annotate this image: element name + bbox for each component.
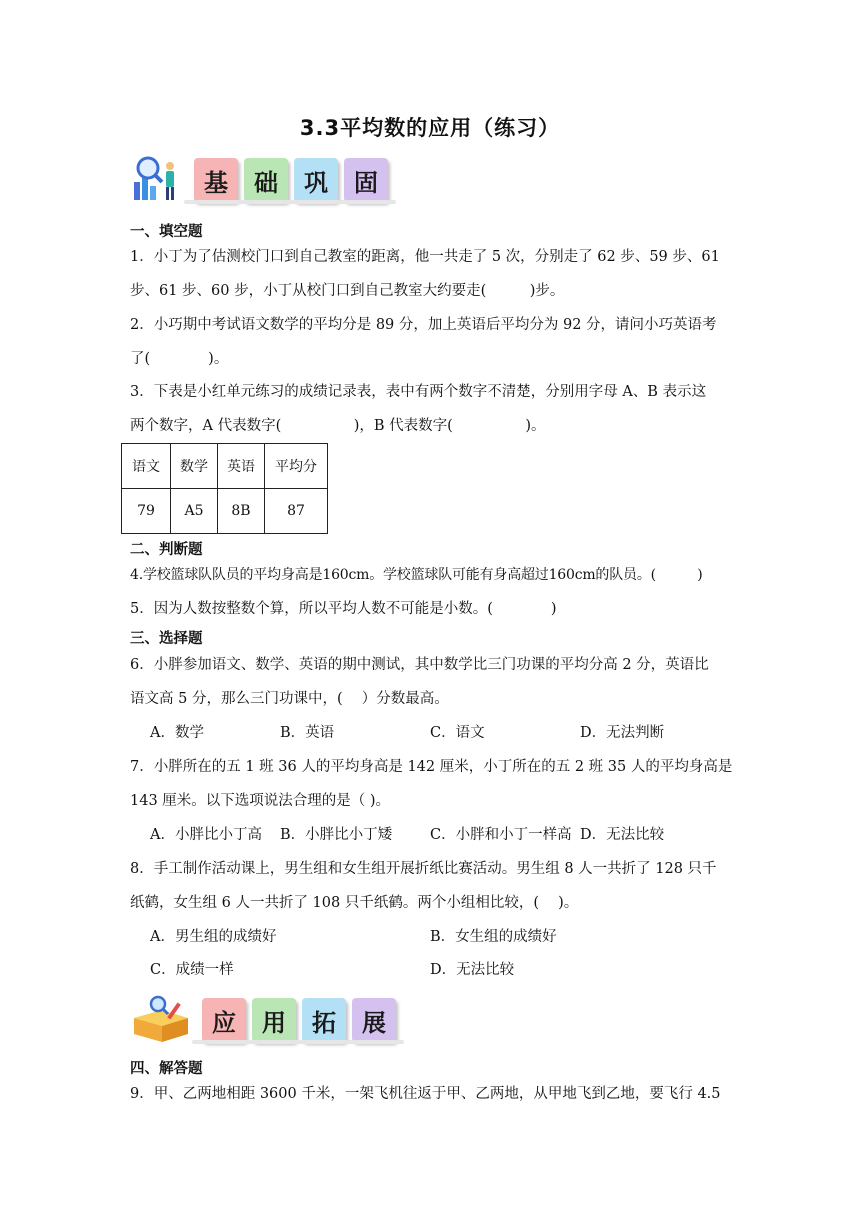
table-row: [122, 489, 328, 534]
section-heading-fill-blank: 一、填空题: [130, 224, 203, 240]
banner-underline: [184, 200, 396, 204]
q8-option-a[interactable]: A．男生组的成绩好: [150, 929, 277, 945]
q6-option-a[interactable]: A．数学: [150, 725, 204, 741]
q5-line: 5．因为人数按整数个算，所以平均人数不可能是小数。( ): [130, 601, 557, 617]
section-banner-basic: [128, 152, 398, 206]
banner-tile-2: 用: [252, 998, 296, 1042]
q6-option-b[interactable]: B．英语: [280, 725, 335, 741]
section-heading-solve: 四、解答题: [130, 1061, 203, 1077]
table-header-cell: 语文: [122, 444, 171, 489]
banner-tile-1: 基: [194, 158, 238, 202]
banner-tile-1: 应: [202, 998, 246, 1042]
banner-tile-2: 础: [244, 158, 288, 202]
q8-line2: 纸鹤，女生组 6 人一共折了 108 只千纸鹤。两个小组相比较，( )。: [130, 895, 579, 911]
table-cell: 8B: [218, 489, 265, 534]
table-header-cell: 英语: [218, 444, 265, 489]
q2-line2: 了( )。: [130, 351, 229, 367]
banner-tile-4: 展: [352, 998, 396, 1042]
q8-option-d[interactable]: D．无法比较: [430, 962, 515, 978]
q6-line2: 语文高 5 分，那么三门功课中，( ）分数最高。: [130, 691, 449, 707]
table-cell: 87: [265, 489, 328, 534]
page-title: 3.3平均数的应用（练习）: [299, 116, 561, 140]
table-cell: 79: [122, 489, 171, 534]
q1-line2: 步、61 步、60 步，小丁从校门口到自己教室大约要走( )步。: [130, 283, 565, 299]
q4-line: 4.学校篮球队队员的平均身高是160cm。学校篮球队可能有身高超过160cm的队员。( ): [130, 567, 703, 583]
q7-option-b[interactable]: B．小胖比小丁矮: [280, 827, 393, 843]
q7-option-d[interactable]: D．无法比较: [580, 827, 665, 843]
q3-line2: 两个数字，A 代表数字( )，B 代表数字( )。: [130, 418, 546, 434]
q9-line1: 9．甲、乙两地相距 3600 千米，一架飞机往返于甲、乙两地，从甲地飞到乙地，要飞行 4.5: [130, 1086, 721, 1102]
banner-underline: [192, 1040, 404, 1044]
q8-option-b[interactable]: B．女生组的成绩好: [430, 929, 557, 945]
banner-tile-3: 拓: [302, 998, 346, 1042]
q6-option-c[interactable]: C．语文: [430, 725, 485, 741]
table-header-cell: 数学: [171, 444, 218, 489]
q8-line1: 8．手工制作活动课上，男生组和女生组开展折纸比赛活动。男生组 8 人一共折了 128 只千: [130, 861, 717, 877]
section-heading-true-false: 二、判断题: [130, 542, 203, 558]
table-cell: A5: [171, 489, 218, 534]
table-header-cell: 平均分: [265, 444, 328, 489]
section-heading-choice: 三、选择题: [130, 631, 203, 647]
q6-line1: 6．小胖参加语文、数学、英语的期中测试，其中数学比三门功课的平均分高 2 分，英语比: [130, 657, 709, 673]
magnifier-chart-icon: [128, 152, 186, 206]
q6-option-d[interactable]: D．无法判断: [580, 725, 665, 741]
q2-line1: 2．小巧期中考试语文数学的平均分是 89 分，加上英语后平均分为 92 分，请问小巧英语考: [130, 317, 717, 333]
q7-option-a[interactable]: A．小胖比小丁高: [150, 827, 262, 843]
q7-option-c[interactable]: C．小胖和小丁一样高: [430, 827, 572, 843]
table-row: [122, 444, 328, 489]
q3-line1: 3．下表是小红单元练习的成绩记录表，表中有两个数字不清楚，分别用字母 A、B 表示这: [130, 384, 707, 400]
q7-line2: 143 厘米。以下选项说法合理的是（ )。: [130, 793, 391, 809]
score-table: [121, 443, 328, 534]
q8-option-c[interactable]: C．成绩一样: [150, 962, 234, 978]
banner-tile-3: 巩: [294, 158, 338, 202]
banner-tile-4: 固: [344, 158, 388, 202]
q7-line1: 7．小胖所在的五 1 班 36 人的平均身高是 142 厘米，小丁所在的五 2 班 35 人的平均身高是: [130, 759, 733, 775]
section-banner-extension: [128, 992, 408, 1046]
toolbox-icon: [128, 992, 194, 1046]
q1-line1: 1．小丁为了估测校门口到自己教室的距离，他一共走了 5 次，分别走了 62 步、59 步、61: [130, 249, 720, 265]
